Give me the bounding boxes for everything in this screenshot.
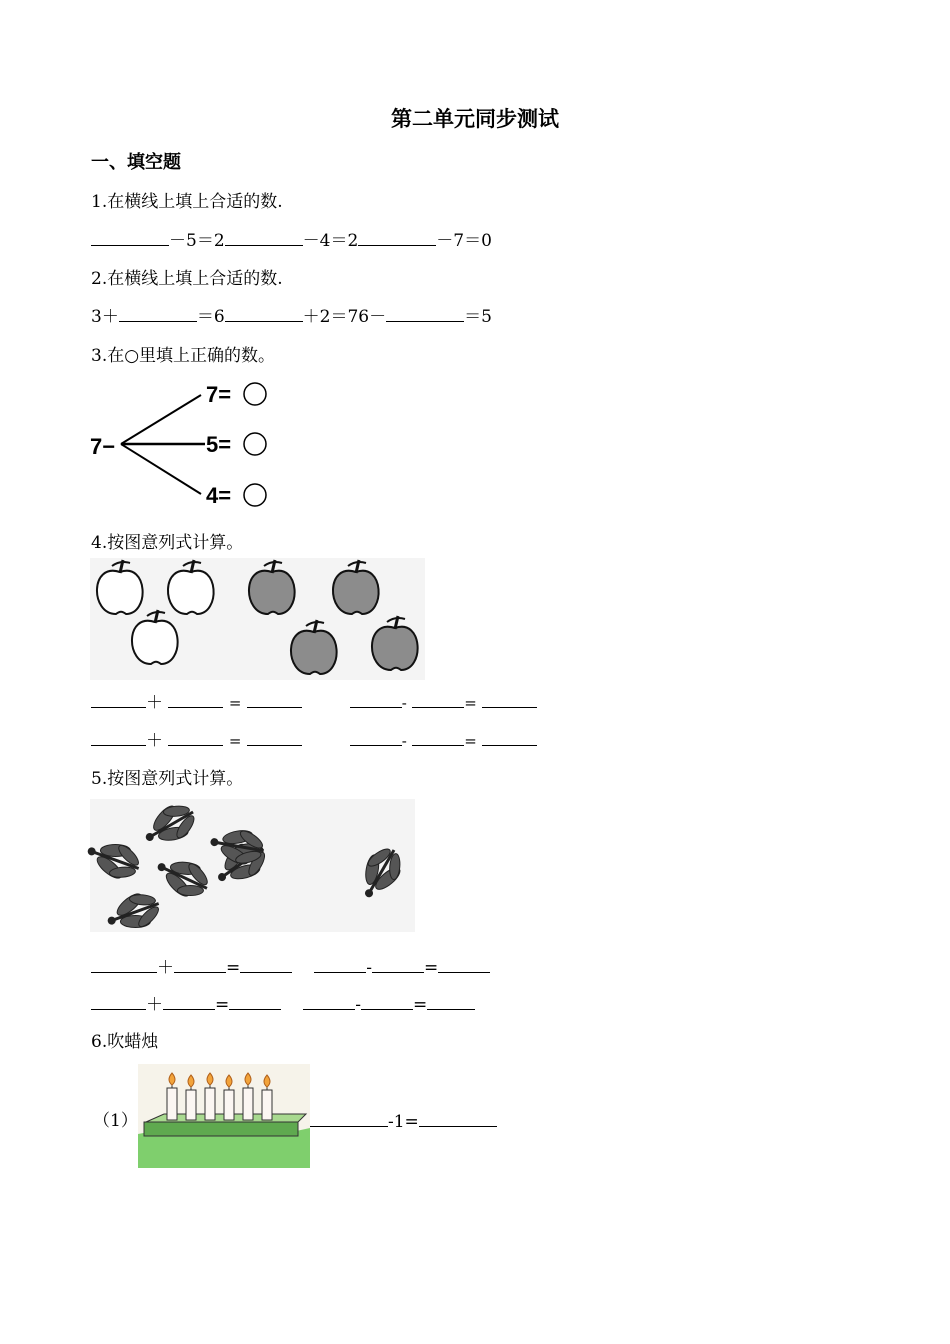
equals-sign: =: [215, 995, 230, 1015]
q6-eq: -1=: [388, 1111, 419, 1132]
q4-row-1: [91, 688, 537, 713]
answer-circle[interactable]: [244, 484, 266, 506]
answer-blank[interactable]: [419, 1108, 497, 1127]
answer-blank[interactable]: [427, 991, 475, 1010]
answer-blank[interactable]: [482, 689, 537, 708]
q4-prompt: 4.按图意列式计算。: [91, 533, 244, 553]
board-front: [144, 1122, 298, 1136]
fan-branch-line: [121, 444, 201, 494]
plus-sign: ＋: [146, 995, 163, 1015]
q5-row-2: [91, 990, 475, 1015]
answer-blank[interactable]: [91, 227, 169, 246]
q4-row-2: [91, 726, 537, 751]
answer-blank[interactable]: [91, 954, 157, 973]
q5-prompt: 5.按图意列式计算。: [91, 769, 244, 789]
answer-blank[interactable]: [225, 227, 303, 246]
answer-blank[interactable]: [225, 303, 303, 322]
minus-sign: -: [355, 995, 361, 1015]
dragonflies-picture: [90, 799, 415, 932]
answer-blank[interactable]: [303, 991, 355, 1010]
answer-circle[interactable]: [244, 433, 266, 455]
q2-equations: [91, 302, 492, 327]
answer-blank[interactable]: [412, 727, 464, 746]
fan-branch-label: 7=: [206, 382, 232, 407]
answer-blank[interactable]: [310, 1108, 388, 1127]
q2-pre-c: 6－: [358, 307, 387, 327]
answer-blank[interactable]: [386, 303, 464, 322]
q1-equations: [91, 226, 492, 251]
answer-blank[interactable]: [358, 227, 436, 246]
section-heading: 一、填空题: [91, 152, 181, 173]
q6-item1-equation: [310, 1108, 497, 1132]
answer-blank[interactable]: [438, 954, 490, 973]
fan-branch-label: 5=: [206, 432, 232, 457]
equals-sign: =: [464, 694, 477, 712]
fan-branch-label: 4=: [206, 483, 232, 508]
q1-prompt: 1.在横线上填上合适的数.: [91, 192, 283, 212]
answer-blank[interactable]: [247, 689, 302, 708]
q6-item1-label: （1）: [93, 1111, 138, 1131]
answer-blank[interactable]: [91, 991, 146, 1010]
answer-blank[interactable]: [229, 991, 281, 1010]
q2-eq-a: ＝6: [196, 307, 225, 327]
q1-eq-b: －4＝2: [302, 231, 359, 251]
answer-blank[interactable]: [412, 689, 464, 708]
plus-sign: ＋: [146, 693, 163, 713]
equals-sign: =: [228, 694, 242, 712]
q5-row-1: [91, 953, 490, 978]
answer-blank[interactable]: [350, 727, 402, 746]
q2-prompt: 2.在横线上填上合适的数.: [91, 269, 283, 289]
equals-sign: =: [464, 732, 477, 750]
answer-blank[interactable]: [350, 689, 402, 708]
answer-blank[interactable]: [163, 991, 215, 1010]
equals-sign: =: [228, 732, 242, 750]
q2-pre-a: 3＋: [91, 307, 119, 327]
answer-blank[interactable]: [482, 727, 537, 746]
page-title: 第二单元同步测试: [391, 106, 559, 131]
answer-circle[interactable]: [244, 383, 266, 405]
apples-picture: [90, 558, 425, 680]
q1-eq-a: －5＝2: [169, 231, 225, 251]
minus-sign: -: [401, 694, 407, 712]
subtraction-fan-diagram: [88, 376, 288, 516]
answer-blank[interactable]: [372, 954, 424, 973]
minus-sign: -: [366, 958, 372, 978]
answer-blank[interactable]: [314, 954, 366, 973]
fan-root-label: 7−: [90, 434, 116, 459]
answer-blank[interactable]: [91, 727, 146, 746]
answer-blank[interactable]: [240, 954, 292, 973]
answer-blank[interactable]: [91, 689, 146, 708]
q1-eq-c: －7＝0: [436, 231, 492, 251]
fan-branch-line: [121, 395, 201, 444]
answer-blank[interactable]: [247, 727, 302, 746]
plus-sign: ＋: [157, 958, 174, 978]
equals-sign: =: [424, 958, 439, 978]
q2-eq-b: ＋2＝7: [302, 307, 359, 327]
equals-sign: =: [226, 958, 241, 978]
q3-prompt: 3.在○里填上正确的数。: [91, 346, 276, 366]
answer-blank[interactable]: [174, 954, 226, 973]
answer-blank[interactable]: [361, 991, 413, 1010]
equals-sign: =: [413, 995, 428, 1015]
answer-blank[interactable]: [119, 303, 197, 322]
answer-blank[interactable]: [168, 727, 223, 746]
answer-blank[interactable]: [168, 689, 223, 708]
q6-prompt: 6.吹蜡烛: [91, 1032, 159, 1052]
plus-sign: ＋: [146, 731, 163, 751]
minus-sign: -: [401, 732, 407, 750]
q2-eq-c: ＝5: [464, 307, 492, 327]
candles-picture: [138, 1064, 310, 1168]
